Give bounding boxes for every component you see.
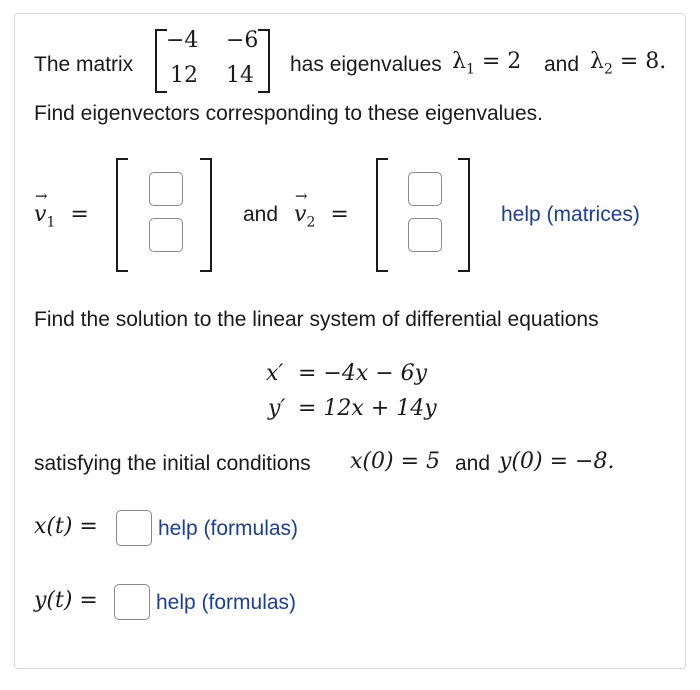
matrix-cell-21: 12 (170, 63, 198, 88)
v1-component-1-input[interactable] (149, 172, 183, 206)
lambda1-subscript: 1 (465, 61, 475, 78)
v2-label (294, 202, 349, 230)
lambda2-symbol: λ (590, 49, 604, 74)
y-answer-input[interactable] (114, 584, 150, 620)
system-prompt: Find the solution to the linear system of differential equations (34, 308, 599, 331)
intro-prefix: The matrix (34, 53, 134, 76)
v2-subscript: 2 (306, 214, 316, 231)
v2-symbol: → v (294, 202, 306, 227)
help-formulas-y-link[interactable]: help (formulas) (156, 591, 297, 614)
v2-component-2-input[interactable] (408, 218, 442, 252)
y-answer-label: y(t) = (34, 588, 98, 613)
equation-1-rhs: = −4x − 6y (298, 361, 428, 386)
equation-2-rhs: = 12x + 14y (298, 396, 437, 421)
eigen-and: and (243, 203, 279, 226)
initial-cond-y: y(0) = −8. (499, 449, 615, 474)
matrix-cell-12: −6 (226, 28, 259, 53)
lambda1-symbol: λ (452, 49, 466, 74)
equation-2-lhs: y′ (268, 396, 286, 421)
matrix-cell-11: −4 (166, 28, 199, 53)
v1-symbol: → v (34, 202, 46, 227)
v1-equals: = (70, 202, 89, 227)
lambda2-value: = 8. (619, 49, 667, 74)
v2-component-1-input[interactable] (408, 172, 442, 206)
lambda1-value: = 2 (481, 49, 522, 74)
intro-mid: has eigenvalues (290, 53, 442, 76)
lambda2-subscript: 2 (603, 61, 613, 78)
eigen-prompt: Find eigenvectors corresponding to these eigenvalues. (34, 102, 543, 125)
v1-label (34, 202, 89, 230)
v2-equals: = (330, 202, 349, 227)
initial-prefix: satisfying the initial conditions (34, 452, 311, 475)
initial-and: and (455, 452, 491, 475)
v1-subscript: 1 (46, 214, 56, 231)
v1-component-2-input[interactable] (149, 218, 183, 252)
matrix-cell-22: 14 (226, 63, 254, 88)
intro-and: and (544, 53, 580, 76)
x-answer-label: x(t) = (34, 514, 98, 539)
lambda2-expression (590, 49, 666, 77)
equation-1-lhs: x′ (266, 361, 284, 386)
help-matrices-link[interactable]: help (matrices) (501, 203, 640, 226)
x-answer-input[interactable] (116, 510, 152, 546)
initial-cond-x: x(0) = 5 (350, 449, 440, 474)
help-formulas-x-link[interactable]: help (formulas) (158, 517, 299, 540)
lambda1-expression (452, 49, 521, 77)
